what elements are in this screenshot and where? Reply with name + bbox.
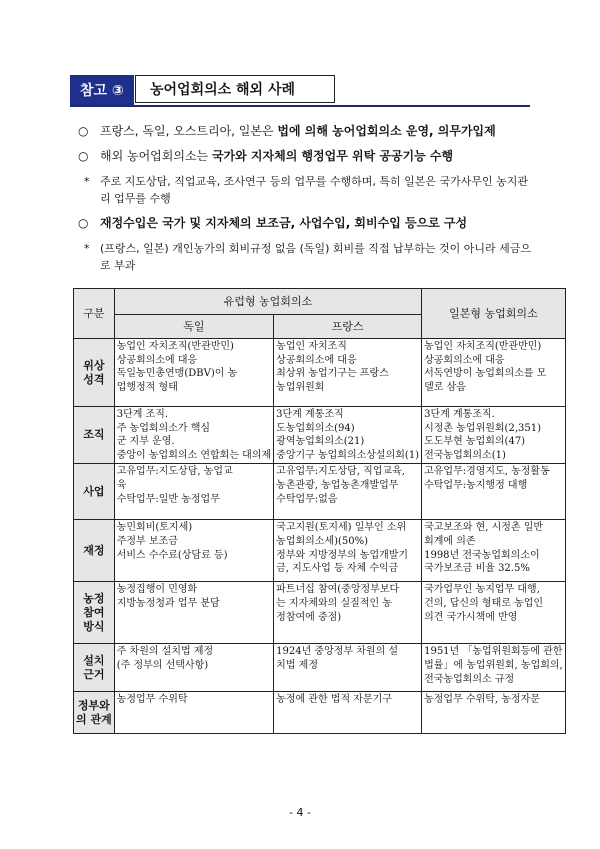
cell-line: 농민회비(토지세) [116, 522, 193, 534]
cell-line: 1998년 전국농업회의소이 [424, 549, 540, 561]
cell-line: 국가보조금 비율 32.5% [424, 563, 530, 575]
row-header-line: 설치 [83, 654, 105, 668]
cell-japan [422, 692, 566, 734]
row-header-line: 사업 [83, 485, 105, 499]
cell-line: 법률」에 농업위원회, 농업회의, [424, 659, 563, 671]
cell-line: 상공회의소에 대응 [424, 354, 505, 366]
cell-line: 서비스 수수료(상담료 등) [116, 549, 228, 561]
cell-line: 1924년 중앙정부 차원의 설 [276, 646, 399, 658]
cell-line: 1951년 「농업위원회등에 관한 [424, 646, 563, 658]
row-header [74, 520, 115, 582]
cell-line: 3단계 계통조직. [424, 409, 495, 420]
cell-germany [114, 520, 273, 582]
page-number: - 4 - [289, 806, 311, 819]
bullet-list [78, 123, 538, 282]
cell-line: 농정집행이 민영화 [116, 584, 198, 596]
table-corner-header: 구분 [74, 289, 115, 339]
bullet-item [78, 215, 538, 232]
cell-line: 고유업무:경영지도, 농정활동 [424, 466, 550, 478]
cell-germany [114, 464, 273, 520]
bullet-marker: ○ [78, 216, 89, 230]
cell-line: 국고보조와 현, 시정촌 일반 [424, 522, 544, 534]
cell-line: 중앙이 농업회의소 연합회는 대의제 [116, 449, 272, 461]
table-row [74, 520, 566, 582]
cell-line: 최상위 농업기구는 프랑스 [276, 368, 389, 380]
cell-france [274, 692, 422, 734]
cell-line: 도도부현 농업회의(47) [424, 436, 526, 448]
cell-line: 상공회의소에 대응 [276, 354, 357, 366]
row-header-line: 성격 [83, 372, 105, 386]
cell-germany [114, 582, 273, 644]
cell-line: 고유업무:지도상담, 농업교 [116, 466, 233, 478]
cell-line: 수탁업무:일반 농정업무 [116, 493, 220, 505]
cell-france [274, 339, 422, 407]
cell-line: 전국농업회의소 규정 [424, 673, 515, 685]
table-row [74, 339, 566, 407]
row-header [74, 464, 115, 520]
cell-line: 주정부 보조금 [116, 535, 178, 547]
cell-line: 건의, 답신의 형태로 농업인 [424, 597, 544, 609]
cell-line: 수탁업무:농지행정 대행 [424, 479, 528, 491]
cell-line: (주 정부의 선택사항) [116, 659, 209, 671]
cell-japan [422, 520, 566, 582]
row-header [74, 692, 115, 734]
cell-line: 육 [116, 479, 127, 491]
cell-line: 는 지자체와의 실질적인 농 [276, 597, 392, 609]
row-header-line: 위상 [83, 358, 105, 372]
row-header-line: 조직 [83, 428, 105, 442]
row-header-line: 정부와 [77, 699, 110, 713]
cell-line: 농정업무 수위탁, 농정자문 [424, 694, 540, 706]
cell-line: 전국농업회의소(1) [424, 449, 506, 461]
cell-line: 농촌관광, 농업농촌개발업무 [276, 479, 399, 491]
cell-japan [422, 407, 566, 464]
cell-line: 3단계 계통조직 [276, 409, 344, 420]
germany-column-header: 독일 [114, 315, 273, 339]
japan-column-header: 일본형 농업회의소 [422, 289, 566, 339]
cell-japan [422, 339, 566, 407]
table-row [74, 644, 566, 692]
bullet-marker: ○ [78, 149, 89, 163]
cell-germany [114, 407, 273, 464]
cell-line: 지방농정청과 업무 분담 [116, 597, 220, 609]
france-column-header: 프랑스 [274, 315, 422, 339]
row-header [74, 339, 115, 407]
cell-line: 주 차원의 설치법 제정 [116, 646, 214, 658]
cell-line: 의견 국가시책에 반영 [424, 611, 518, 623]
cell-france [274, 464, 422, 520]
cell-germany [114, 644, 273, 692]
cell-line: 농업인 자치조직(반관반민) [116, 341, 234, 352]
bullet-bold-text: 재정수입은 국가 및 지자체의 보조금, 사업수입, 회비수입 등으로 구성 [100, 216, 468, 230]
cell-line: 중앙기구 농업회의소상설의회(1) [276, 449, 420, 461]
cell-line: 농업인 자치조직 [276, 341, 347, 352]
note-text: 주로 지도상담, 직업교육, 조사연구 등의 업무를 수행하며, 특히 일본은 국가사무인 농지관리 업무를 수행 [100, 175, 528, 205]
cell-line: 시정촌 농업위원회(2,351) [424, 422, 541, 434]
europe-group-header: 유럽형 농업회의소 [114, 289, 421, 315]
bullet-marker: * [84, 242, 90, 255]
cell-line: 상공회의소에 대응 [116, 354, 198, 366]
bullet-marker: ○ [78, 124, 89, 138]
section-title: 농어업회의소 해외 사례 [135, 75, 335, 103]
row-header [74, 644, 115, 692]
cell-line: 국고지원(토지세) 일부인 소위 [276, 522, 407, 534]
cell-germany [114, 339, 273, 407]
cell-line: 정부와 지방정부의 농업개발기 [276, 549, 409, 561]
cell-line: 서독연방이 농업회의소를 모 [424, 368, 547, 380]
row-header-line: 의 관계 [76, 712, 112, 726]
cell-line: 국가업무인 농지업무 대행, [424, 584, 540, 596]
cell-line: 농정업무 수위탁 [116, 694, 188, 706]
bullet-text: 프랑스, 독일, 오스트리아, 일본은 [100, 124, 278, 138]
cell-france [274, 407, 422, 464]
bullet-note [78, 173, 538, 207]
cell-germany [114, 692, 273, 734]
bullet-marker: * [84, 175, 90, 188]
cell-france [274, 520, 422, 582]
cell-line: 농정에 관한 법적 자문기구 [276, 694, 392, 706]
cell-line: 수탁업무:없음 [276, 493, 338, 505]
bullet-item [78, 123, 538, 140]
cell-line: 파트너십 참여(중앙정부보다 [276, 584, 400, 596]
cell-japan [422, 582, 566, 644]
cell-line: 독일농민총연맹(DBV)이 농 [116, 368, 238, 380]
cell-line: 정참여에 중점) [276, 611, 342, 623]
bullet-text: 해외 농어업회의소는 [100, 149, 212, 163]
reference-badge: 참고 ③ [70, 75, 134, 105]
row-header-line: 근거 [83, 667, 105, 681]
table-row [74, 692, 566, 734]
cell-line: 회계에 의존 [424, 535, 476, 547]
cell-line: 농업회의소세)(50%) [276, 535, 369, 547]
table-row [74, 407, 566, 464]
cell-japan [422, 464, 566, 520]
row-header-line: 재정 [83, 544, 105, 558]
cell-line: 광역농업회의소(21) [276, 436, 365, 448]
cell-line: 업행정적 형태 [116, 381, 178, 393]
cell-line: 고유업무:지도상담, 직업교육, [276, 466, 405, 478]
row-header-line: 방식 [83, 619, 105, 633]
cell-line: 치법 제정 [276, 659, 318, 671]
cell-france [274, 644, 422, 692]
cell-line: 델로 삼음 [424, 381, 466, 393]
cell-line: 농업인 자치조직(반관반민) [424, 341, 542, 352]
table-row [74, 464, 566, 520]
cell-japan [422, 644, 566, 692]
row-header [74, 582, 115, 644]
cell-line: 3단계 조직. [116, 409, 169, 420]
bullet-note [78, 240, 538, 274]
row-header [74, 407, 115, 464]
cell-france [274, 582, 422, 644]
row-header-line: 참여 [83, 606, 105, 620]
cell-line: 금, 지도사업 등 자체 수익금 [276, 563, 399, 575]
row-header-line: 농정 [83, 592, 105, 606]
comparison-table [73, 288, 566, 734]
cell-line: 도농업회의소(94) [276, 422, 355, 434]
bullet-bold-text: 법에 의해 농어업회의소 운영, 의무가입제 [277, 124, 496, 138]
cell-line: 군 지부 운영. [116, 436, 175, 448]
cell-line: 주 농업회의소가 핵심 [116, 422, 211, 434]
bullet-bold-text: 국가와 지자체의 행정업무 위탁 공공기능 수행 [211, 149, 454, 163]
cell-line: 농업위원회 [276, 381, 325, 393]
table-row [74, 582, 566, 644]
bullet-item [78, 148, 538, 165]
note-text: (프랑스, 일본) 개인농가의 회비규정 없음 (독일) 회비를 직접 납부하는 것이 아니라 세금으로 부과 [100, 242, 532, 272]
